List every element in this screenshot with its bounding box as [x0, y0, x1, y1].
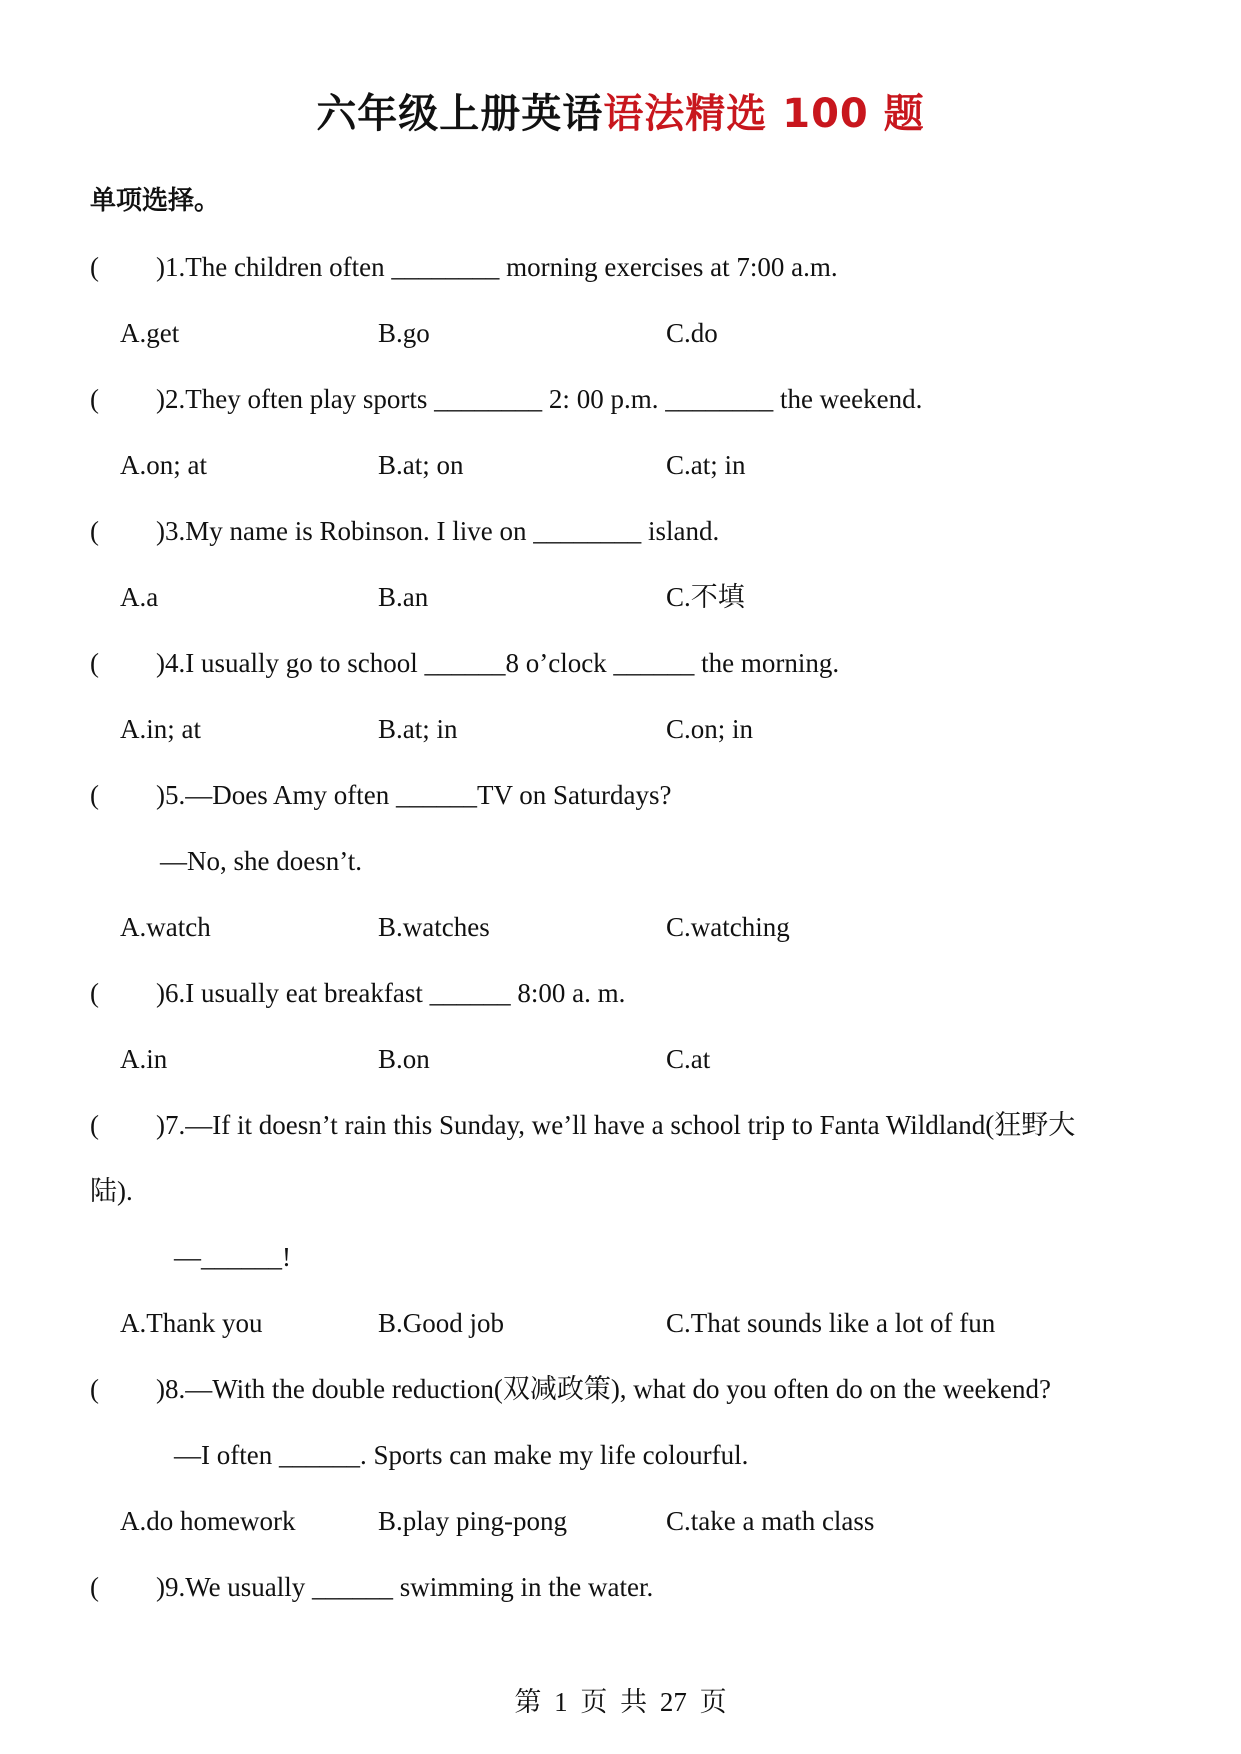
option-b: B.at; in — [378, 714, 458, 744]
option-b: B.at; on — [378, 450, 464, 480]
option-a: A.in — [120, 1044, 168, 1074]
option-a: A.watch — [120, 912, 211, 942]
option-b: B.go — [378, 318, 430, 348]
option-b: B.on — [378, 1044, 430, 1074]
answer-paren: ( — [90, 648, 99, 678]
question-1 — [90, 250, 838, 284]
question-5 — [90, 778, 671, 812]
answer-paren: ( — [90, 1110, 99, 1140]
answer-paren: ( — [90, 1374, 99, 1404]
question-stem: )6.I usually eat breakfast ______ 8:00 a. m. — [156, 978, 626, 1008]
option-a: A.in; at — [120, 714, 201, 744]
question-4 — [90, 646, 839, 680]
option-c: C.不填 — [666, 582, 745, 612]
option-a: A.a — [120, 582, 159, 612]
page-title — [0, 82, 1241, 139]
page-footer: 第 1 页 共 27 页 — [514, 1687, 727, 1717]
question-3 — [90, 514, 719, 548]
option-b: B.an — [378, 582, 429, 612]
option-a: A.Thank you — [120, 1308, 263, 1338]
option-a: A.get — [120, 318, 180, 348]
question-7-reply: —______! — [174, 1242, 291, 1272]
question-7-stem-continued: 陆). — [90, 1176, 133, 1206]
option-b: B.Good job — [378, 1308, 505, 1338]
question-9 — [90, 1570, 653, 1604]
question-8-reply: —I often ______. Sports can make my life colourful. — [174, 1440, 749, 1470]
question-6 — [90, 976, 625, 1010]
option-c: C.take a math class — [666, 1506, 875, 1536]
question-stem: )5.—Does Amy often ______TV on Saturdays? — [156, 780, 672, 810]
answer-paren: ( — [90, 1572, 99, 1602]
question-8 — [90, 1372, 1051, 1406]
question-stem: )1.The children often ________ morning exercises at 7:00 a.m. — [156, 252, 838, 282]
answer-paren: ( — [90, 780, 99, 810]
answer-paren: ( — [90, 978, 99, 1008]
option-c: C.watching — [666, 912, 790, 942]
option-a: A.on; at — [120, 450, 207, 480]
question-stem: )2.They often play sports ________ 2: 00 p.m. ________ the weekend. — [156, 384, 923, 414]
question-stem: )8.—With the double reduction(双减政策), what do you often do on the weekend? — [156, 1374, 1051, 1404]
section-heading: 单项选择。 — [90, 186, 221, 216]
title-red-part: 语法精选 100 题 — [603, 91, 925, 137]
question-5-reply: —No, she doesn’t. — [160, 846, 362, 876]
option-a: A.do homework — [120, 1506, 296, 1536]
option-c: C.at; in — [666, 450, 746, 480]
option-c: C.That sounds like a lot of fun — [666, 1308, 996, 1338]
answer-paren: ( — [90, 252, 99, 282]
option-c: C.on; in — [666, 714, 754, 744]
option-c: C.at — [666, 1044, 711, 1074]
answer-paren: ( — [90, 384, 99, 414]
question-2 — [90, 382, 922, 416]
question-stem: )9.We usually ______ swimming in the water. — [156, 1572, 654, 1602]
question-stem: )3.My name is Robinson. I live on ________ island. — [156, 516, 720, 546]
question-7 — [90, 1108, 1075, 1142]
answer-paren: ( — [90, 516, 99, 546]
question-stem: )7.—If it doesn’t rain this Sunday, we’ll have a school trip to Fanta Wildland(狂野大 — [156, 1110, 1076, 1140]
option-c: C.do — [666, 318, 718, 348]
title-black-part: 六年级上册英语 — [316, 91, 604, 137]
option-b: B.watches — [378, 912, 490, 942]
question-stem: )4.I usually go to school ______8 o’clock ______ the morning. — [156, 648, 840, 678]
option-b: B.play ping-pong — [378, 1506, 567, 1536]
